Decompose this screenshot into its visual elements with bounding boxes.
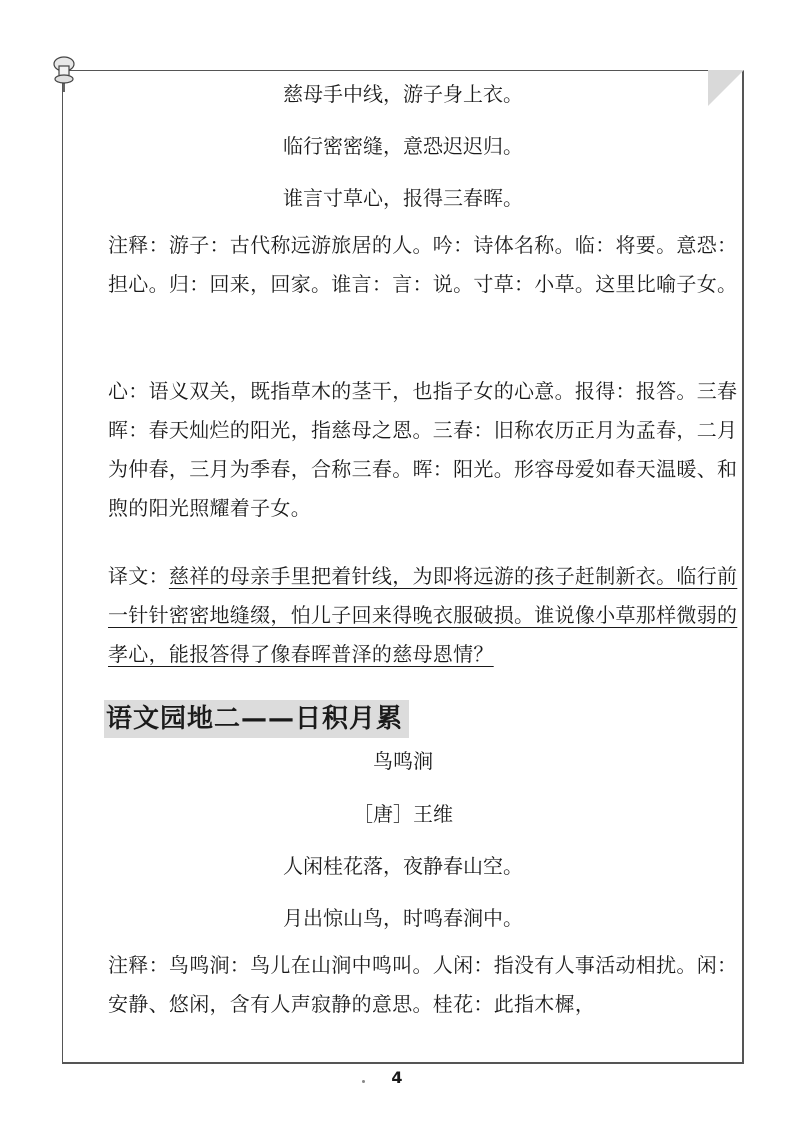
- poem2-title: 鸟鸣涧: [373, 749, 433, 773]
- translation-paragraph: [108, 557, 738, 674]
- translation-text: 慈祥的母亲手里把着针线，为即将远游的孩子赶制新衣。临行前一针针密密地缝缀，怕儿子回来得晚衣服破损。谁说像小草那样微弱的孝心，能报答得了像春晖普泽的慈母恩情？: [108, 564, 738, 666]
- poem1-line-2: 临行密密缝，意恐迟迟归。: [283, 134, 523, 158]
- notes1-paragraph-1: 注释：游子：古代称远游旅居的人。吟：诗体名称。临：将要。意恐：担心。归：回来，回家。谁言：言：说。寸草：小草。这里比喻子女。: [108, 233, 738, 296]
- section-heading: 语文园地二——日积月累: [104, 700, 409, 738]
- poem2-author: ［唐］王维: [353, 802, 453, 826]
- page-number: 4: [391, 1068, 403, 1087]
- translation-label: 译文：: [108, 564, 169, 588]
- poem1-line-1: 慈母手中线，游子身上衣。: [283, 82, 523, 106]
- poem1-line-3: 谁言寸草心，报得三春晖。: [283, 186, 523, 210]
- poem2-line-1: 人闲桂花落，夜静春山空。: [283, 854, 523, 878]
- poem2-line-2: 月出惊山鸟，时鸣春涧中。: [283, 906, 523, 930]
- notes2-paragraph-1: 注释：鸟鸣涧：鸟儿在山涧中鸣叫。人闲：指没有人事活动相扰。闲：安静、悠闲，含有人声寂静的意思。桂花：此指木樨，: [108, 953, 738, 1016]
- notes1-paragraph-2: 心：语义双关，既指草木的茎干，也指子女的心意。报得：报答。三春晖：春天灿烂的阳光，指慈母之恩。三春：旧称农历正月为孟春，二月为仲春，三月为季春，合称三春。晖：阳光。形容母爱如春天温暖、和煦的阳光照耀着子女。: [108, 379, 738, 520]
